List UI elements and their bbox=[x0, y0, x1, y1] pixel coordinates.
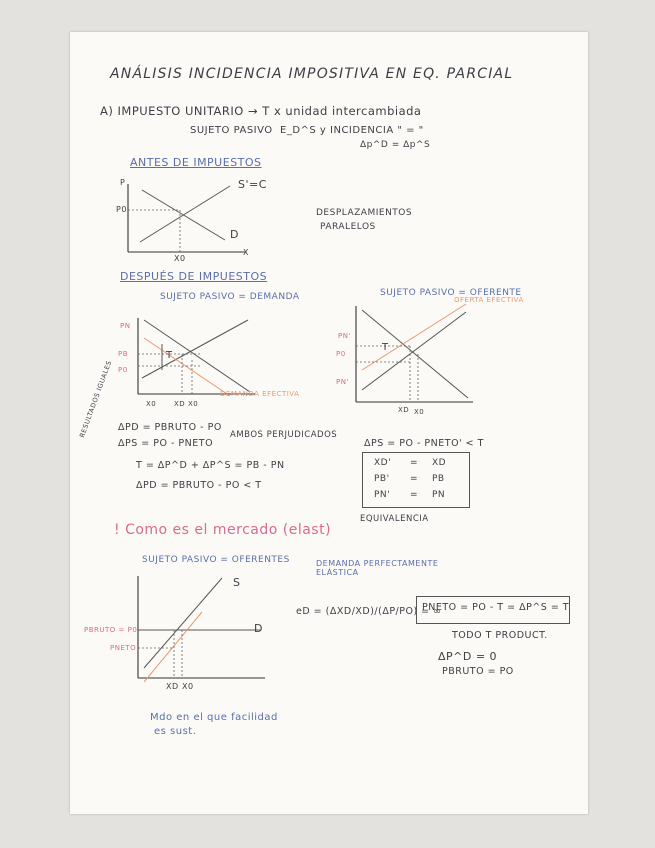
despues-right-graph bbox=[348, 302, 478, 412]
despues-left-demand bbox=[144, 320, 250, 392]
despues-right-xd: XD bbox=[398, 406, 410, 414]
section2-footer1: Mdo en el que facilidad bbox=[150, 712, 278, 723]
section1-line3: Δp^D = Δp^S bbox=[360, 140, 431, 150]
despues-left-supply bbox=[142, 320, 248, 378]
despues-right-mark-2: P0 bbox=[336, 350, 346, 358]
despues-right-demand bbox=[362, 310, 468, 398]
antes-label: ANTES DE IMPUESTOS bbox=[130, 156, 262, 169]
eq-right-row2-a: PB' bbox=[374, 474, 390, 484]
eq-left-side-label: RESULTADOS IGUALES bbox=[78, 359, 114, 439]
antes-p0: P0 bbox=[116, 205, 127, 214]
paper-sheet bbox=[70, 32, 588, 814]
section1-line2b: E_D^S y INCIDENCIA " = " bbox=[280, 125, 424, 136]
despues-left-xd: XD bbox=[174, 400, 186, 408]
antes-note1: DESPLAZAMIENTOS bbox=[316, 208, 413, 218]
section2-right-title: DEMANDA PERFECTAMENTE ELÁSTICA bbox=[316, 559, 439, 577]
eq-left-brace-note: AMBOS PERJUDICADOS bbox=[230, 430, 338, 440]
eq-left-2: ΔPS = PO - PNETO bbox=[118, 438, 214, 449]
despues-left-x0b: X0 bbox=[188, 400, 199, 408]
despues-left-mark-p0: P0 bbox=[118, 366, 128, 374]
despues-left-shift-label: DEMANDA EFECTIVA bbox=[220, 390, 300, 398]
section2-supply bbox=[144, 578, 222, 668]
section2-graph bbox=[130, 572, 270, 692]
despues-right-x0: X0 bbox=[414, 408, 425, 416]
section1-line2: SUJETO PASIVO bbox=[190, 125, 273, 136]
eq-right-1: ΔPS = PO - PNETO' < T bbox=[364, 438, 484, 449]
despues-right-supply bbox=[362, 312, 466, 390]
eq-right-row3-b: = bbox=[410, 490, 419, 500]
despues-left-demand-shift bbox=[144, 338, 230, 396]
page-title: ANÁLISIS INCIDENCIA IMPOSITIVA EN EQ. PARCIAL bbox=[110, 66, 514, 82]
section2-pneto: PNETO bbox=[110, 644, 137, 652]
eq-right-row3-c: PN bbox=[432, 490, 446, 500]
eq-right-row2-b: = bbox=[410, 474, 419, 484]
despues-right-t: T bbox=[382, 342, 389, 353]
despues-left-t: T bbox=[166, 350, 173, 361]
antes-axis-p: P bbox=[120, 178, 126, 187]
despues-left-mark-pb: PB bbox=[118, 350, 129, 358]
section2-x0: X0 bbox=[182, 682, 194, 691]
section2-heading: ! Como es el mercado (elast) bbox=[114, 522, 332, 538]
eq-right-row2-c: PB bbox=[432, 474, 445, 484]
despues-left-x0a: X0 bbox=[146, 400, 157, 408]
eq-right-row1-a: XD' bbox=[374, 458, 392, 468]
despues-right-mark-3: PN' bbox=[336, 378, 349, 386]
section2-footer2: es sust. bbox=[154, 726, 197, 737]
section2-s-label: S bbox=[233, 576, 241, 589]
despues-right-supply-shift bbox=[362, 304, 466, 370]
antes-supply-line bbox=[140, 186, 230, 242]
antes-axis-x: X bbox=[243, 248, 249, 257]
antes-demand-label: D bbox=[230, 228, 239, 241]
section2-note-pb: PBRUTO = PO bbox=[442, 666, 514, 677]
despues-right-title: SUJETO PASIVO = OFERENTE bbox=[380, 288, 522, 298]
eq-right-caption: EQUIVALENCIA bbox=[360, 514, 429, 524]
despues-right-shift-label: OFERTA EFECTIVA bbox=[454, 296, 524, 304]
section2-xd: XD bbox=[166, 682, 179, 691]
eq-left-4: ΔPD = PBRUTO - PO < T bbox=[136, 480, 262, 491]
despues-right-mark-1: PN' bbox=[338, 332, 351, 340]
section2-boxed-text: PNETO = PO - T = ΔP^S = T bbox=[422, 602, 570, 613]
eq-left-3: T = ΔP^D + ΔP^S = PB - PN bbox=[136, 460, 285, 471]
section2-elasticity: eD = (ΔXD/XD)/(ΔP/PO) = ∞ bbox=[296, 606, 442, 617]
section2-d-label: D bbox=[254, 622, 263, 635]
despues-left-title: SUJETO PASIVO = DEMANDA bbox=[160, 292, 300, 302]
section2-supply-shift bbox=[144, 612, 202, 682]
antes-supply-label: S'=C bbox=[238, 178, 267, 191]
antes-x0: X0 bbox=[174, 254, 186, 263]
section2-note-all: TODO T PRODUCT. bbox=[452, 630, 548, 641]
eq-right-row3-a: PN' bbox=[374, 490, 391, 500]
eq-right-row1-b: = bbox=[410, 458, 419, 468]
section2-left-title: SUJETO PASIVO = OFERENTES bbox=[142, 555, 290, 565]
eq-right-row1-c: XD bbox=[432, 458, 447, 468]
despues-label: DESPUÉS DE IMPUESTOS bbox=[120, 270, 268, 283]
eq-left-1: ΔPD = PBRUTO - PO bbox=[118, 422, 222, 433]
section1-heading: A) IMPUESTO UNITARIO → T x unidad intercambiada bbox=[100, 104, 422, 118]
section2-pbruto: PBRUTO = P0 bbox=[84, 626, 138, 634]
despues-left-mark-pn: PN bbox=[120, 322, 131, 330]
antes-note2: PARALELOS bbox=[320, 222, 376, 232]
section2-note-dp: ΔP^D = 0 bbox=[438, 650, 498, 663]
